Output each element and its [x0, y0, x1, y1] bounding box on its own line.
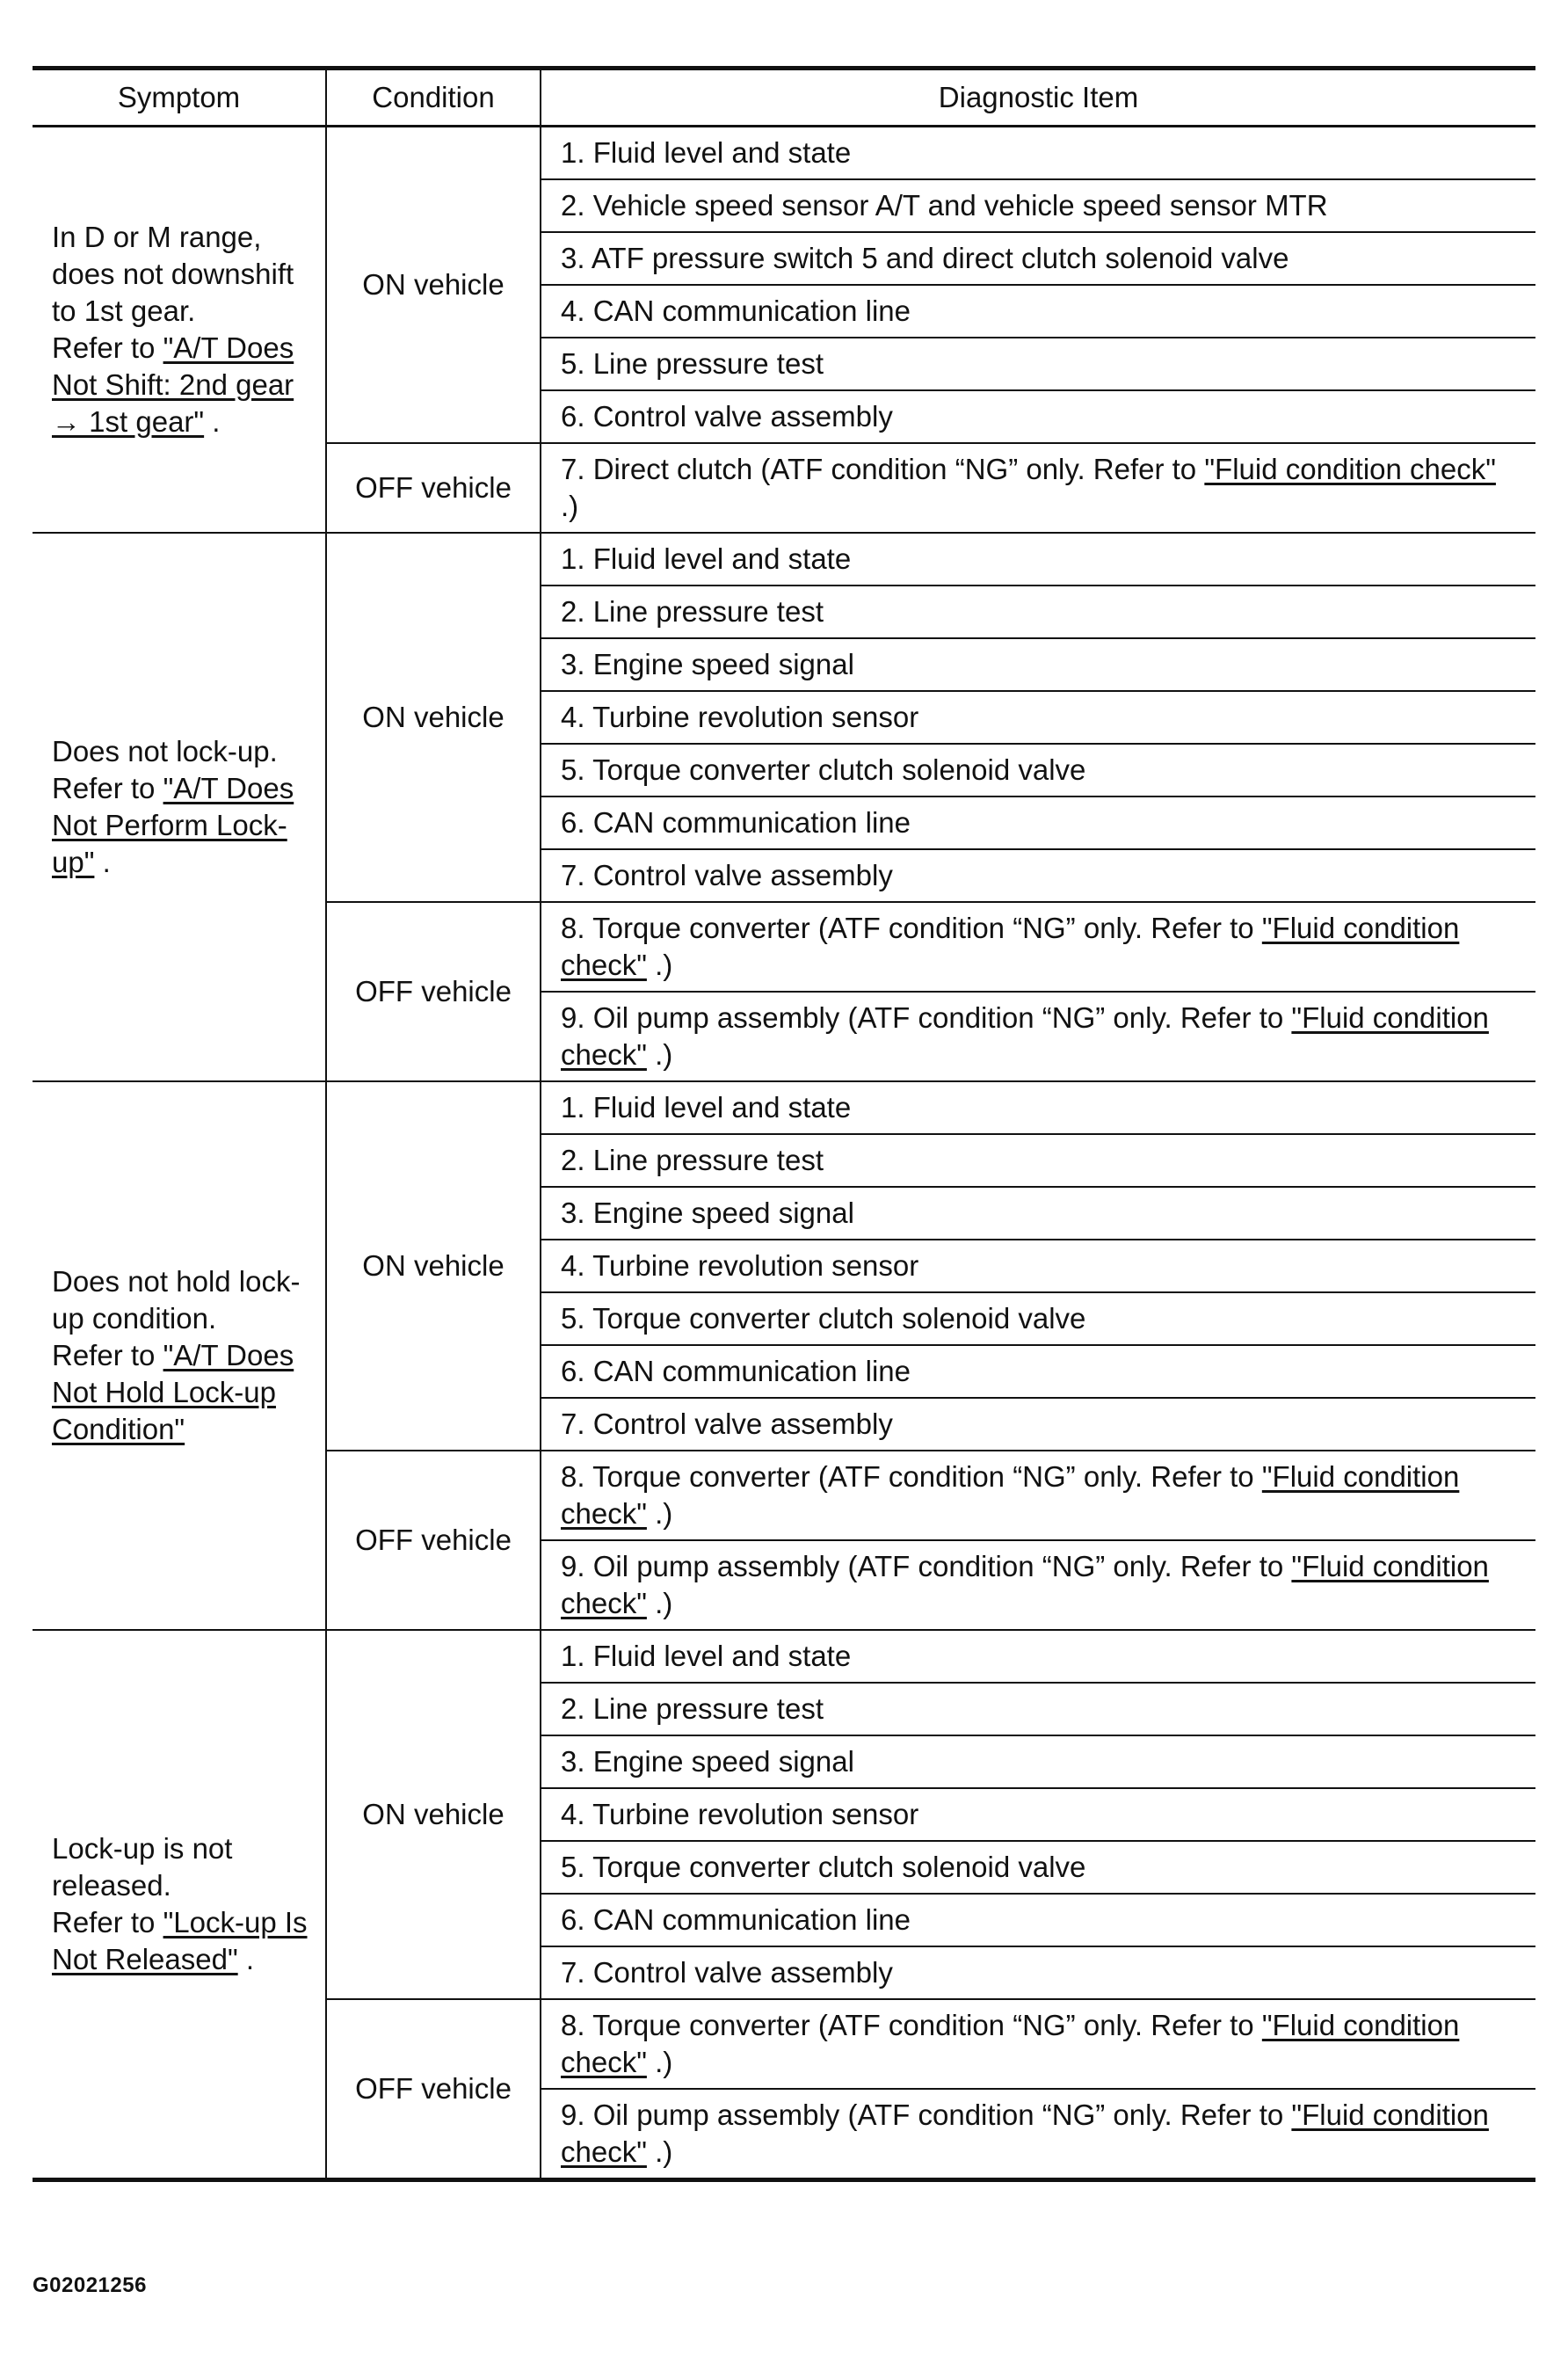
diagnostic-item-text: .): [646, 949, 673, 981]
condition-cell: ON vehicle: [326, 127, 541, 444]
diagnostic-item-text: 5. Torque converter clutch solenoid valve: [561, 1851, 1086, 1883]
fluid-condition-check-link[interactable]: "Fluid condition check": [561, 1001, 1489, 1071]
diagnostic-item-cell: [541, 586, 1535, 638]
symptom-text: Refer to: [52, 331, 163, 364]
condition-cell: ON vehicle: [326, 533, 541, 902]
diagnostic-item-cell: [541, 1630, 1535, 1683]
table-row: [33, 1630, 1535, 1683]
diagnostic-item-text: 6. Control valve assembly: [561, 400, 893, 433]
symptom-text: .: [204, 405, 221, 438]
diagnostic-item-text: 4. Turbine revolution sensor: [561, 701, 919, 733]
symptom-cell: [33, 1081, 326, 1630]
symptom-text: Lock-up is not released.: [52, 1832, 233, 1902]
table-row: [33, 1081, 1535, 1134]
symptom-text: Refer to: [52, 772, 163, 804]
diagnostic-item-text: 3. ATF pressure switch 5 and direct clutch solenoid valve: [561, 242, 1289, 274]
diagnostic-item-text: 6. CAN communication line: [561, 806, 911, 839]
fluid-condition-check-link[interactable]: "Fluid condition check": [1204, 453, 1496, 485]
diagnostic-item-text: .): [646, 2135, 673, 2168]
diagnostic-item-cell: [541, 638, 1535, 691]
diagnostic-item-cell: [541, 902, 1535, 992]
condition-cell: OFF vehicle: [326, 902, 541, 1081]
diagnostic-item-text: 8. Torque converter (ATF condition “NG” only. Refer to: [561, 1460, 1262, 1493]
diagnostic-item-text: 3. Engine speed signal: [561, 1745, 854, 1778]
diagnostic-item-cell: [541, 1134, 1535, 1187]
diagnostic-item-text: 9. Oil pump assembly (ATF condition “NG” only. Refer to: [561, 1001, 1292, 1034]
symptom-column-header: Symptom: [33, 69, 326, 127]
symptom-text: Does not hold lock-up condition.: [52, 1265, 301, 1335]
diagnostic-item-text: 2. Vehicle speed sensor A/T and vehicle speed sensor MTR: [561, 189, 1328, 222]
diagnostic-item-text: 5. Torque converter clutch solenoid valve: [561, 1302, 1086, 1335]
condition-cell: OFF vehicle: [326, 1451, 541, 1630]
diagnostic-item-text: .): [646, 1497, 673, 1530]
condition-cell: OFF vehicle: [326, 443, 541, 533]
diagnostic-item-cell: [541, 1540, 1535, 1630]
symptom-cell: [33, 1630, 326, 2180]
diagnostic-item-text: 2. Line pressure test: [561, 1692, 824, 1725]
fluid-condition-check-link[interactable]: "Fluid condition check": [561, 2099, 1489, 2168]
diagnostic-item-text: 7. Control valve assembly: [561, 1407, 893, 1440]
symptom-text: In D or M range, does not downshift to 1st gear.: [52, 221, 294, 327]
fluid-condition-check-link[interactable]: "Fluid condition check": [561, 1550, 1489, 1619]
diagnostic-item-cell: [541, 338, 1535, 390]
diagnostic-item-cell: [541, 992, 1535, 1081]
diagnostic-item-cell: [541, 285, 1535, 338]
diagnostic-item-text: 8. Torque converter (ATF condition “NG” only. Refer to: [561, 2009, 1262, 2041]
diagnostic-item-text: 1. Fluid level and state: [561, 542, 852, 575]
diagnostic-item-text: .): [646, 2046, 673, 2078]
diagnostic-item-text: 6. CAN communication line: [561, 1903, 911, 1936]
diagnostic-item-text: .): [646, 1587, 673, 1619]
diagnostic-item-cell: [541, 1187, 1535, 1240]
diagnostic-item-text: .): [561, 490, 579, 522]
diagnostic-item-text: 5. Torque converter clutch solenoid valve: [561, 753, 1086, 786]
diagnostic-item-cell: [541, 1345, 1535, 1398]
figure-code: G02021256: [33, 2273, 147, 2297]
diagnostic-item-text: 3. Engine speed signal: [561, 648, 854, 680]
diagnostic-item-text: .): [646, 1038, 673, 1071]
diagnostic-item-cell: [541, 1999, 1535, 2089]
diagnostic-item-text: 3. Engine speed signal: [561, 1197, 854, 1229]
symptom-cell: [33, 127, 326, 534]
diagnostic-item-cell: [541, 390, 1535, 443]
diagnostic-item-cell: [541, 1240, 1535, 1292]
symptom-text: Does not lock-up.: [52, 735, 278, 767]
condition-cell: ON vehicle: [326, 1081, 541, 1451]
diagnostic-item-cell: [541, 1292, 1535, 1345]
diagnostic-item-text: 8. Torque converter (ATF condition “NG” only. Refer to: [561, 912, 1262, 944]
condition-cell: OFF vehicle: [326, 1999, 541, 2180]
diagnostic-item-text: 6. CAN communication line: [561, 1355, 911, 1387]
diagnostic-item-text: 1. Fluid level and state: [561, 1640, 852, 1672]
diagnostic-table: [33, 66, 1535, 2182]
diagnostic-item-text: 9. Oil pump assembly (ATF condition “NG” only. Refer to: [561, 1550, 1292, 1582]
diagnostic-item-cell: [541, 1451, 1535, 1540]
diagnostic-item-cell: [541, 1683, 1535, 1735]
table-row: [33, 533, 1535, 586]
diagnostic-item-cell: [541, 1946, 1535, 1999]
diagnostic-item-text: 4. CAN communication line: [561, 295, 911, 327]
symptom-text: .: [94, 846, 111, 878]
diagnostic-item-cell: [541, 127, 1535, 180]
diagnostic-item-cell: [541, 691, 1535, 744]
symptom-reference-link[interactable]: "A/T Does Not Shift: 2nd gear → 1st gear": [52, 331, 294, 438]
diagnostic-table-container: [33, 66, 1535, 2182]
diagnostic-item-text: 4. Turbine revolution sensor: [561, 1249, 919, 1282]
diagnostic-item-cell: [541, 849, 1535, 902]
diagnostic-item-cell: [541, 443, 1535, 533]
diagnostic-item-cell: [541, 1788, 1535, 1841]
diagnostic-item-cell: [541, 2089, 1535, 2180]
symptom-text: .: [237, 1943, 255, 1975]
condition-cell: ON vehicle: [326, 1630, 541, 1999]
fluid-condition-check-link[interactable]: "Fluid condition check": [561, 1460, 1460, 1530]
diagnostic-item-text: 7. Control valve assembly: [561, 1956, 893, 1989]
diagnostic-item-text: 4. Turbine revolution sensor: [561, 1798, 919, 1830]
diagnostic-item-cell: [541, 232, 1535, 285]
diagnostic-item-text: 9. Oil pump assembly (ATF condition “NG” only. Refer to: [561, 2099, 1292, 2131]
symptom-reference-link[interactable]: "Lock-up Is Not Released": [52, 1906, 308, 1975]
diagnostic-item-cell: [541, 1735, 1535, 1788]
diagnostic-item-column-header: Diagnostic Item: [541, 69, 1535, 127]
diagnostic-item-cell: [541, 1894, 1535, 1946]
diagnostic-table-body: [33, 127, 1535, 2180]
diagnostic-item-text: 2. Line pressure test: [561, 595, 824, 628]
diagnostic-item-cell: [541, 796, 1535, 849]
diagnostic-item-cell: [541, 533, 1535, 586]
condition-column-header: Condition: [326, 69, 541, 127]
diagnostic-item-text: 7. Direct clutch (ATF condition “NG” only. Refer to: [561, 453, 1205, 485]
diagnostic-item-cell: [541, 1841, 1535, 1894]
diagnostic-item-cell: [541, 179, 1535, 232]
fluid-condition-check-link[interactable]: "Fluid condition check": [561, 2009, 1460, 2078]
diagnostic-item-text: 7. Control valve assembly: [561, 859, 893, 891]
diagnostic-item-text: 1. Fluid level and state: [561, 1091, 852, 1124]
symptom-cell: [33, 533, 326, 1081]
diagnostic-item-text: 2. Line pressure test: [561, 1144, 824, 1176]
table-row: [33, 127, 1535, 180]
diagnostic-item-cell: [541, 1081, 1535, 1134]
diagnostic-item-cell: [541, 1398, 1535, 1451]
fluid-condition-check-link[interactable]: "Fluid condition check": [561, 912, 1460, 981]
diagnostic-item-cell: [541, 744, 1535, 796]
table-header-row: [33, 69, 1535, 127]
symptom-text: Refer to: [52, 1906, 163, 1938]
diagnostic-item-text: 5. Line pressure test: [561, 347, 824, 380]
diagnostic-item-text: 1. Fluid level and state: [561, 136, 852, 169]
symptom-text: Refer to: [52, 1339, 163, 1371]
symptom-reference-link[interactable]: "A/T Does Not Perform Lock-up": [52, 772, 294, 878]
symptom-reference-link[interactable]: "A/T Does Not Hold Lock-up Condition": [52, 1339, 294, 1445]
